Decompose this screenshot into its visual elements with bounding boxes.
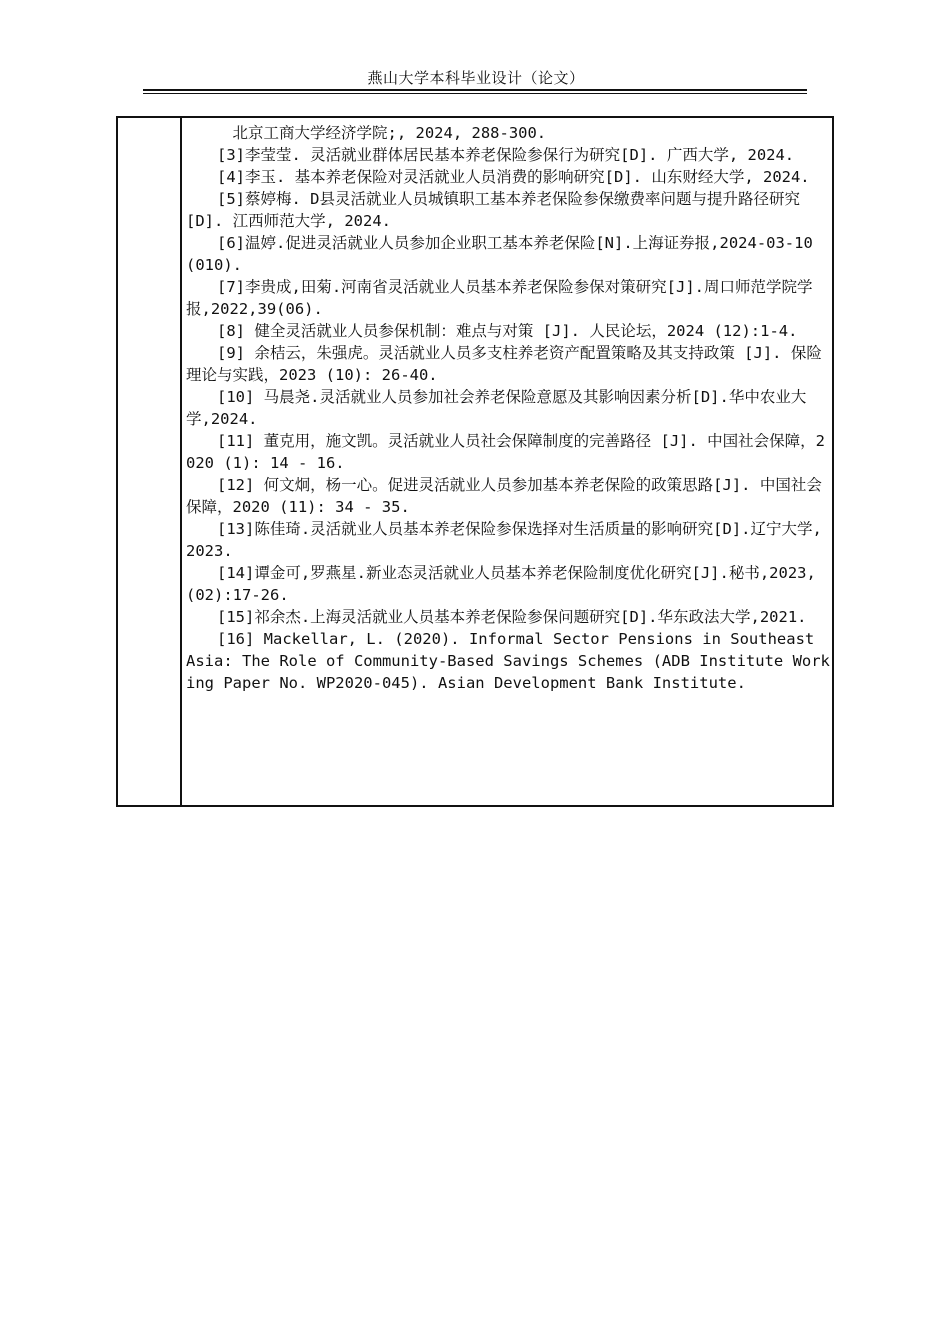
reference-item: [9] 余桔云，朱强虎。灵活就业人员多支柱养老资产配置策略及其支持政策 [J]. 保险理论与实践，2023 (10): 26-40.	[186, 344, 822, 384]
reference-item: [10] 马晨尧.灵活就业人员参加社会养老保险意愿及其影响因素分析[D].华中农业大学,2024.	[186, 388, 807, 428]
reference-item: [13]陈佳琦.灵活就业人员基本养老保险参保选择对生活质量的影响研究[D].辽宁大学,2023.	[186, 520, 822, 560]
header-rule-thick	[143, 89, 807, 91]
reference-item: [14]谭金可,罗燕星.新业态灵活就业人员基本养老保险制度优化研究[J].秘书,2023,(02):17-26.	[186, 564, 816, 604]
reference-item: [5]蔡婷梅. D县灵活就业人员城镇职工基本养老保险参保缴费率问题与提升路径研究[D]. 江西师范大学, 2024.	[186, 190, 800, 230]
reference-item: [4]李玉. 基本养老保险对灵活就业人员消费的影响研究[D]. 山东财经大学, 2024.	[217, 168, 810, 186]
reference-item: [8] 健全灵活就业人员参保机制：难点与对策 [J]. 人民论坛，2024 (12):1-4.	[217, 322, 798, 340]
reference-item: [12] 何文炯，杨一心。促进灵活就业人员参加基本养老保险的政策思路[J]. 中国社会保障，2020 (11): 34 - 35.	[186, 476, 822, 516]
reference-item: [3]李莹莹. 灵活就业群体居民基本养老保险参保行为研究[D]. 广西大学, 2024.	[217, 146, 795, 164]
reference-item: [15]祁余杰.上海灵活就业人员基本养老保险参保问题研究[D].华东政法大学,2021.	[217, 608, 807, 626]
page-header-title: 燕山大学本科毕业设计（论文）	[367, 69, 585, 87]
reference-item: [11] 董克用，施文凯。灵活就业人员社会保障制度的完善路径 [J]. 中国社会保障，2020 (1): 14 - 16.	[186, 432, 825, 472]
references-table	[116, 116, 834, 807]
reference-item: [6]温婷.促进灵活就业人员参加企业职工基本养老保险[N].上海证券报,2024-03-10(010).	[186, 234, 813, 274]
reference-item: 北京工商大学经济学院;, 2024, 288-300.	[232, 124, 547, 142]
reference-item: [16] Mackellar, L. (2020). Informal Sector Pensions in Southeast Asia: The Role of Community-Based Savings Schemes (ADB Institute Working Paper No. WP2020-045). Asian Development Bank Institute.	[186, 630, 830, 692]
reference-item: [7]李贵成,田菊.河南省灵活就业人员基本养老保险参保对策研究[J].周口师范学院学报,2022,39(06).	[186, 278, 813, 318]
references-list	[186, 122, 830, 694]
table-left-column	[118, 118, 182, 805]
header-rule-thin	[143, 93, 807, 94]
